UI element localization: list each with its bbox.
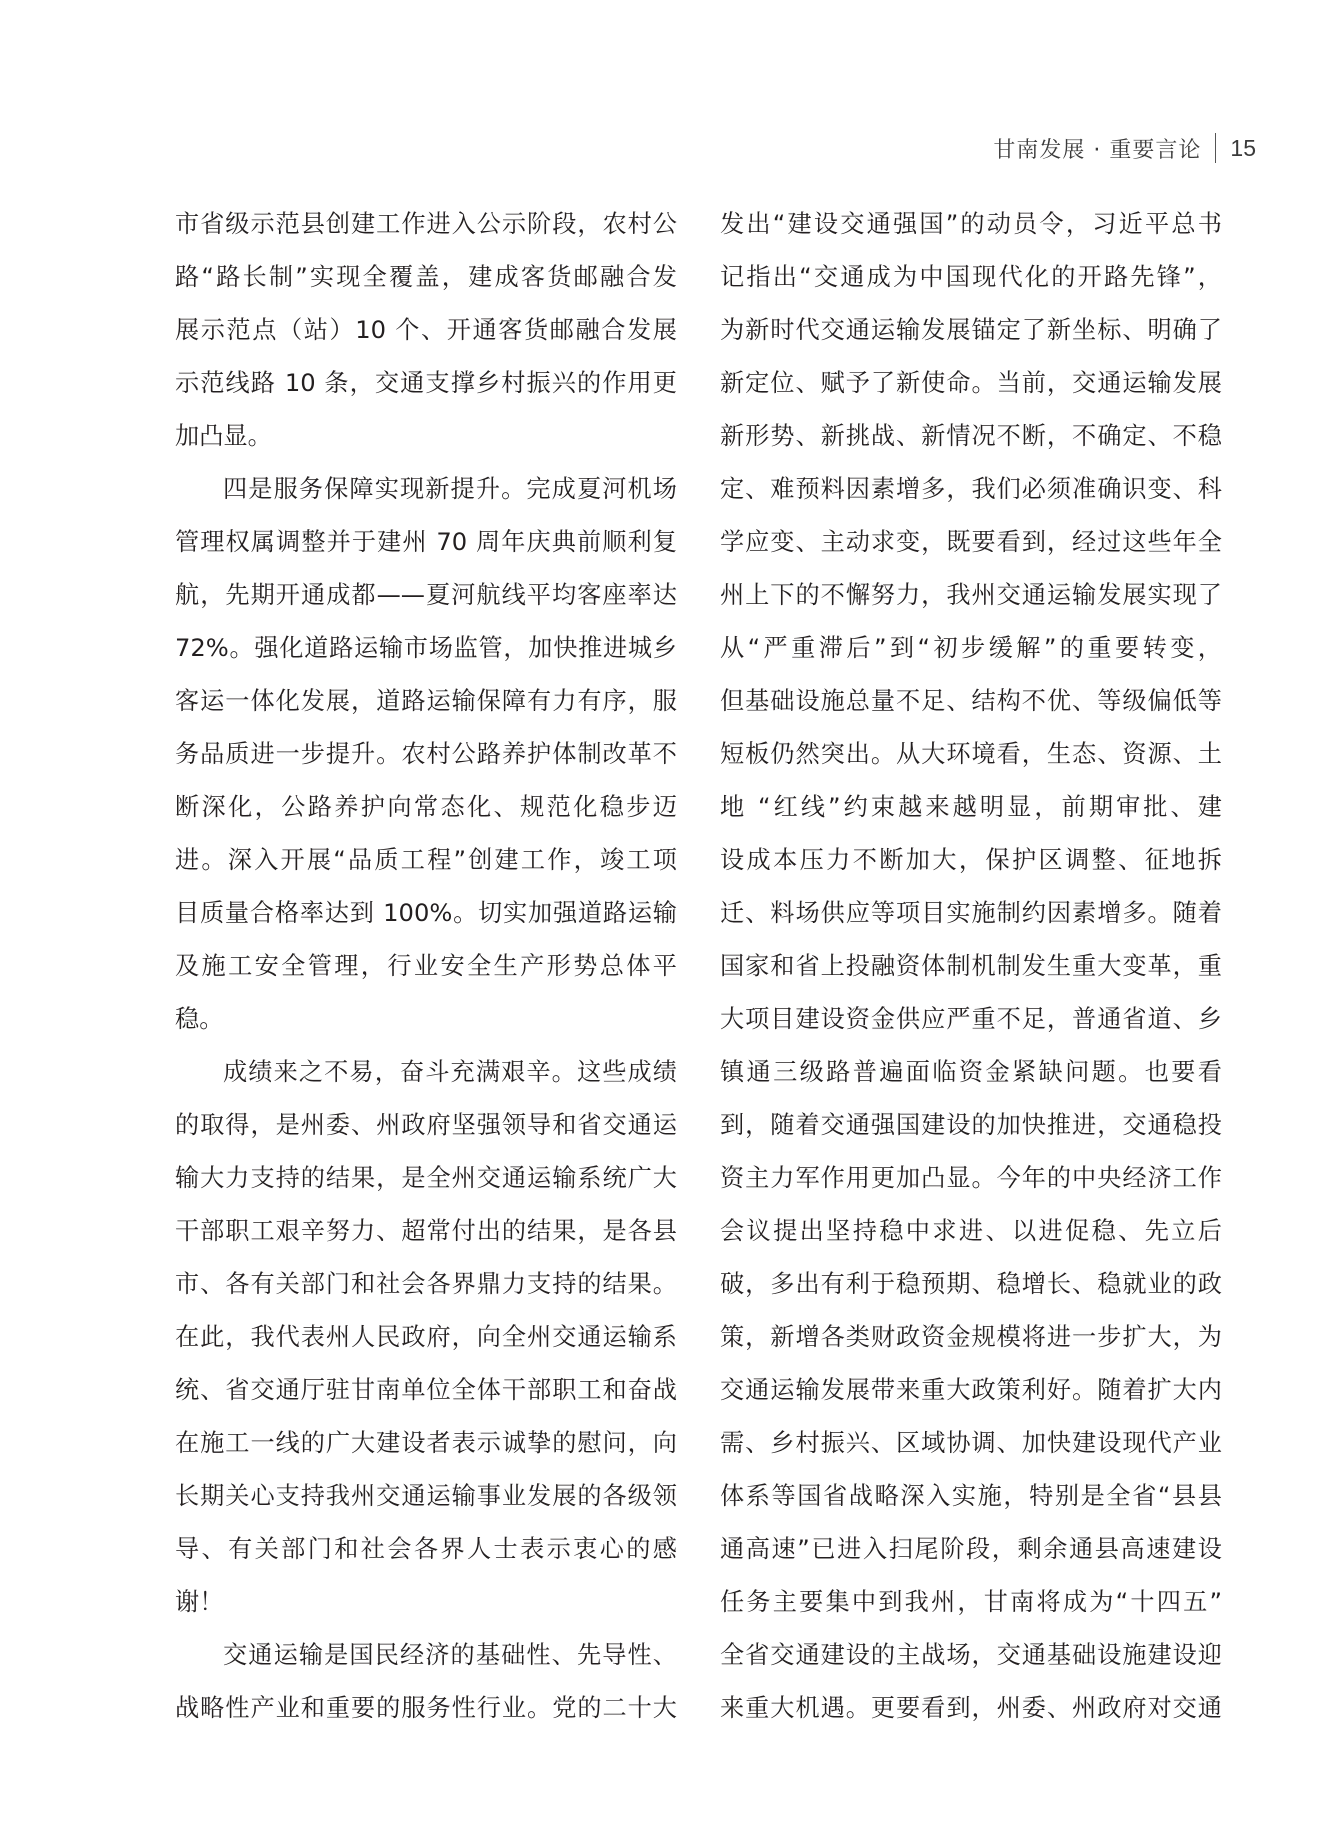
text-line: 72%。强化道路运输市场监管，加快推进城乡 bbox=[175, 634, 677, 662]
page-number: 15 bbox=[1230, 134, 1256, 161]
text-line: 在此，我代表州人民政府，向全州交通运输系 bbox=[175, 1323, 677, 1351]
text-line: 展示范点（站）10 个、开通客货邮融合发展 bbox=[175, 316, 677, 344]
text-line: 示范线路 10 条，交通支撑乡村振兴的作用更 bbox=[175, 369, 677, 397]
text-line: 大项目建设资金供应严重不足，普通省道、乡 bbox=[720, 1005, 1222, 1033]
text-line: 需、乡村振兴、区域协调、加快建设现代产业 bbox=[720, 1429, 1222, 1457]
text-line: 国家和省上投融资体制机制发生重大变革，重 bbox=[720, 952, 1222, 980]
text-line: 输大力支持的结果，是全州交通运输系统广大 bbox=[175, 1164, 677, 1192]
text-line: 四是服务保障实现新提升。完成夏河机场 bbox=[223, 475, 677, 503]
text-line: 成绩来之不易，奋斗充满艰辛。这些成绩 bbox=[223, 1058, 677, 1086]
text-line: 导、有关部门和社会各界人士表示衷心的感 bbox=[175, 1535, 677, 1563]
text-line: 交通运输是国民经济的基础性、先导性、 bbox=[223, 1641, 677, 1669]
text-line: 长期关心支持我州交通运输事业发展的各级领 bbox=[175, 1482, 677, 1510]
text-line: 新定位、赋予了新使命。当前，交通运输发展 bbox=[720, 369, 1222, 397]
text-line: 进。深入开展“品质工程”创建工作，竣工项 bbox=[175, 846, 677, 874]
text-line: 发出“建设交通强国”的动员令，习近平总书 bbox=[720, 210, 1222, 238]
text-line: 通高速”已进入扫尾阶段，剩余通县高速建设 bbox=[720, 1535, 1222, 1563]
text-line: 在施工一线的广大建设者表示诚挚的慰问，向 bbox=[175, 1429, 677, 1457]
text-line: 市、各有关部门和社会各界鼎力支持的结果。 bbox=[175, 1270, 677, 1298]
text-line: 全省交通建设的主战场，交通基础设施建设迎 bbox=[720, 1641, 1222, 1669]
text-line: 但基础设施总量不足、结构不优、等级偏低等 bbox=[720, 687, 1222, 715]
text-line: 管理权属调整并于建州 70 周年庆典前顺利复 bbox=[175, 528, 677, 556]
section-title: 甘南发展 · 重要言论 bbox=[993, 137, 1202, 163]
text-line: 从“严重滞后”到“初步缓解”的重要转变， bbox=[720, 634, 1222, 662]
text-line: 定、难预料因素增多，我们必须准确识变、科 bbox=[720, 475, 1222, 503]
text-line: 迁、料场供应等项目实施制约因素增多。随着 bbox=[720, 899, 1222, 927]
text-line: 新形势、新挑战、新情况不断，不确定、不稳 bbox=[720, 422, 1222, 450]
text-line: 谢！ bbox=[175, 1588, 224, 1616]
text-line: 设成本压力不断加大，保护区调整、征地拆 bbox=[720, 846, 1222, 874]
text-line: 客运一体化发展，道路运输保障有力有序，服 bbox=[175, 687, 677, 715]
right-text-column bbox=[720, 198, 1222, 1735]
running-header bbox=[993, 128, 1256, 168]
text-line: 学应变、主动求变，既要看到，经过这些年全 bbox=[720, 528, 1222, 556]
text-line: 资主力军作用更加凸显。今年的中央经济工作 bbox=[720, 1164, 1222, 1192]
text-line: 镇通三级路普遍面临资金紧缺问题。也要看 bbox=[720, 1058, 1222, 1086]
text-line: 到，随着交通强国建设的加快推进，交通稳投 bbox=[720, 1111, 1222, 1139]
text-line: 务品质进一步提升。农村公路养护体制改革不 bbox=[175, 740, 677, 768]
text-line: 目质量合格率达到 100%。切实加强道路运输 bbox=[175, 899, 677, 927]
text-line: 战略性产业和重要的服务性行业。党的二十大 bbox=[175, 1694, 677, 1722]
header-divider bbox=[1215, 133, 1216, 163]
text-line: 航，先期开通成都——夏河航线平均客座率达 bbox=[175, 581, 677, 609]
text-line: 路“路长制”实现全覆盖，建成客货邮融合发 bbox=[175, 263, 677, 291]
text-line: 交通运输发展带来重大政策利好。随着扩大内 bbox=[720, 1376, 1222, 1404]
text-line: 市省级示范县创建工作进入公示阶段，农村公 bbox=[175, 210, 677, 238]
text-line: 州上下的不懈努力，我州交通运输发展实现了 bbox=[720, 581, 1222, 609]
text-line: 短板仍然突出。从大环境看，生态、资源、土 bbox=[720, 740, 1222, 768]
text-line: 干部职工艰辛努力、超常付出的结果，是各县 bbox=[175, 1217, 677, 1245]
text-line: 会议提出坚持稳中求进、以进促稳、先立后 bbox=[720, 1217, 1222, 1245]
text-line: 的取得，是州委、州政府坚强领导和省交通运 bbox=[175, 1111, 677, 1139]
left-text-column bbox=[175, 198, 677, 1735]
text-line: 为新时代交通运输发展锚定了新坐标、明确了 bbox=[720, 316, 1222, 344]
text-line: 任务主要集中到我州，甘南将成为“十四五” bbox=[720, 1588, 1222, 1616]
text-line: 破，多出有利于稳预期、稳增长、稳就业的政 bbox=[720, 1270, 1222, 1298]
text-line: 来重大机遇。更要看到，州委、州政府对交通 bbox=[720, 1694, 1222, 1722]
text-line: 策，新增各类财政资金规模将进一步扩大，为 bbox=[720, 1323, 1222, 1351]
text-line: 统、省交通厅驻甘南单位全体干部职工和奋战 bbox=[175, 1376, 677, 1404]
text-line: 断深化，公路养护向常态化、规范化稳步迈 bbox=[175, 793, 677, 821]
text-line: 加凸显。 bbox=[175, 422, 272, 450]
text-line: 及施工安全管理，行业安全生产形势总体平 bbox=[175, 952, 677, 980]
text-line: 体系等国省战略深入实施，特别是全省“县县 bbox=[720, 1482, 1222, 1510]
text-line: 记指出“交通成为中国现代化的开路先锋”， bbox=[720, 263, 1222, 291]
text-line: 地 “红线”约束越来越明显，前期审批、建 bbox=[720, 793, 1222, 821]
text-line: 稳。 bbox=[175, 1005, 224, 1033]
